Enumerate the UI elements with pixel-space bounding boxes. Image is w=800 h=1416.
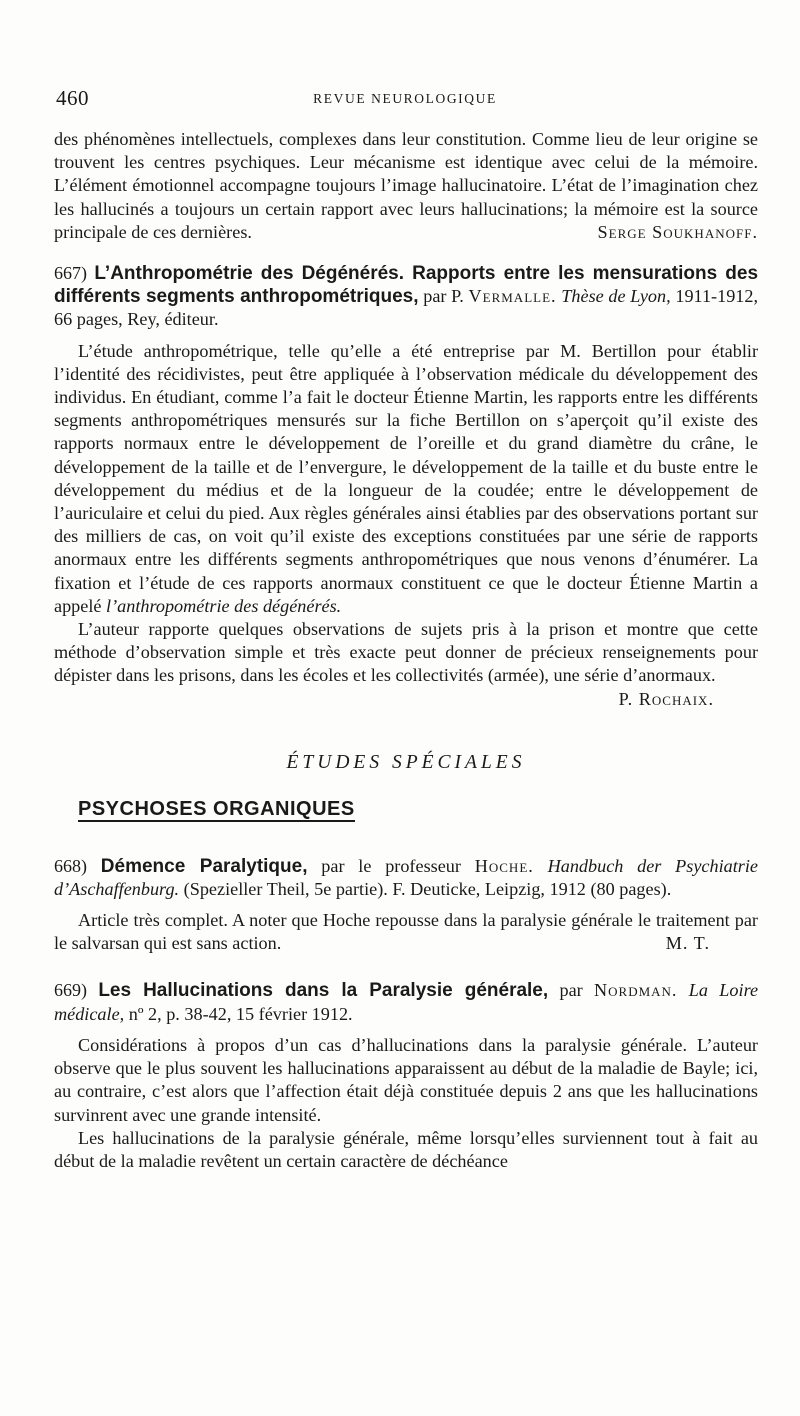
entry-by: par P. (423, 286, 464, 307)
entry-669-paragraph-2: Les hallucinations de la paralysie générale, même lorsqu’elles surviennent tout à fait au début de la maladie revêtent un certain caractère de déchéance (54, 1127, 758, 1171)
entry-667-heading (54, 262, 758, 332)
entry-author: Nordman. (594, 980, 678, 1001)
entry-author: Vermalle. (468, 286, 557, 307)
subsection-title: PSYCHOSES ORGANIQUES (78, 797, 355, 820)
entry-details: (Spezieller Theil, 5e partie). F. Deuticke, Leipzig, 1912 (80 pages). (183, 878, 672, 899)
entry-title: L’Anthropométrie des Dégénérés. Rapports entre les mensurations des différents segments anthropométriques, (54, 263, 759, 308)
entry-668-heading (54, 855, 758, 901)
entry-667-paragraph-2 (54, 618, 758, 709)
entry-668-signature: M. T. (665, 933, 710, 954)
entry-by: par le professeur (321, 855, 461, 876)
paragraph-italic-term: l’anthropométrie des dégénérés. (106, 595, 342, 616)
paragraph-text: Article très complet. A noter que Hoche repousse dans la paralysie générale le traitement par le salvarsan qui est sans action. (54, 910, 758, 954)
entry-author: Hoche. (474, 855, 534, 876)
entry-details: 1911-1912, 66 pages, Rey, éditeur. (54, 286, 759, 330)
entry-by: par (559, 980, 583, 1001)
entry-669-heading (54, 979, 758, 1025)
running-title: REVUE NEUROLOGIQUE (313, 91, 497, 106)
entry-publication: Thèse de Lyon, (561, 286, 671, 307)
page-header (56, 86, 754, 116)
entry-number: 669) (54, 980, 87, 1001)
intro-text: des phénomènes intellectuels, complexes dans leur constitution. Comme lieu de leur origine se trouvent les centres psychiques. Leur mécanisme est identique avec celui de la mémoire. L’élément émotionnel accompagne toujours l’image hallucinatoire. L’état de l’imagination chez les hallucinés a toujours un certain rapport avec leurs hallucinations; la mémoire est la source principale de ces dernières. (54, 129, 758, 242)
entry-668-paragraph (54, 909, 758, 955)
entry-667-paragraph-1 (54, 340, 758, 618)
entry-number: 667) (54, 263, 87, 284)
entry-title: Démence Paralytique, (100, 855, 308, 877)
entry-details: nº 2, p. 38-42, 15 février 1912. (128, 1003, 353, 1024)
paragraph-text: L’auteur rapporte quelques observations de sujets pris à la prison et montre que cette méthode d’observation simple et très exacte peut donner de précieux renseignements pour dépister dans les prisons, dans les écoles et les collectivités (armée), une série d’anormaux. (54, 619, 758, 686)
paragraph-text: L’étude anthropométrique, telle qu’elle a été entreprise par M. Bertillon pour établir l’identité des récidivistes, peut être appliquée à l’observation médicale du développement des individus. En étudiant, comme l’a fait le docteur Étienne Martin, les rapports entre les différents segments anthropométriques mensurés sur la fiche Bertillon on s’aperçoit qu’il existe des rapports normaux entre le développement de l’oreille et du grand diamètre du crâne, le développement de la taille et de l’envergure, le développement de la taille et du buste entre le développement du médius et de la longueur de la coudée; entre le développement de l’auriculaire et celui du pied. Aux règles générales ainsi établies par des observations portant sur des milliers de cas, on voit qu’il existe des exceptions constituées par une série de rapports anormaux entre les différents segments anthropométriques que nous venons d’énumérer. La fixation et l’étude de ces rapports anormaux constituent ce que le docteur Étienne Martin a appelé (54, 340, 758, 616)
page-body (54, 128, 758, 1173)
entry-667-signature: P. Rochaix. (618, 688, 714, 709)
intro-paragraph (54, 128, 758, 244)
entry-publication: La Loire médicale, (54, 980, 759, 1024)
section-title: ÉTUDES SPÉCIALES (286, 751, 526, 773)
entry-publication: Handbuch der Psychiatrie d’Aschaffenburg. (54, 855, 758, 899)
page-number: 460 (56, 86, 89, 110)
intro-signature: Serge Soukhanoff. (597, 221, 758, 242)
entry-title: Les Hallucinations dans la Paralysie générale, (98, 980, 549, 1002)
entry-669-paragraph-1: Considérations à propos d’un cas d’hallucinations dans la paralysie générale. L’auteur observe que le plus souvent les hallucinations apparaissent au début de la maladie de Bayle; ici, au contraire, c’est alors que l’affection était déjà constituée depuis 2 ans que les hallucinations survinrent avec une grande intensité. (54, 1034, 758, 1125)
entry-number: 668) (54, 855, 87, 876)
